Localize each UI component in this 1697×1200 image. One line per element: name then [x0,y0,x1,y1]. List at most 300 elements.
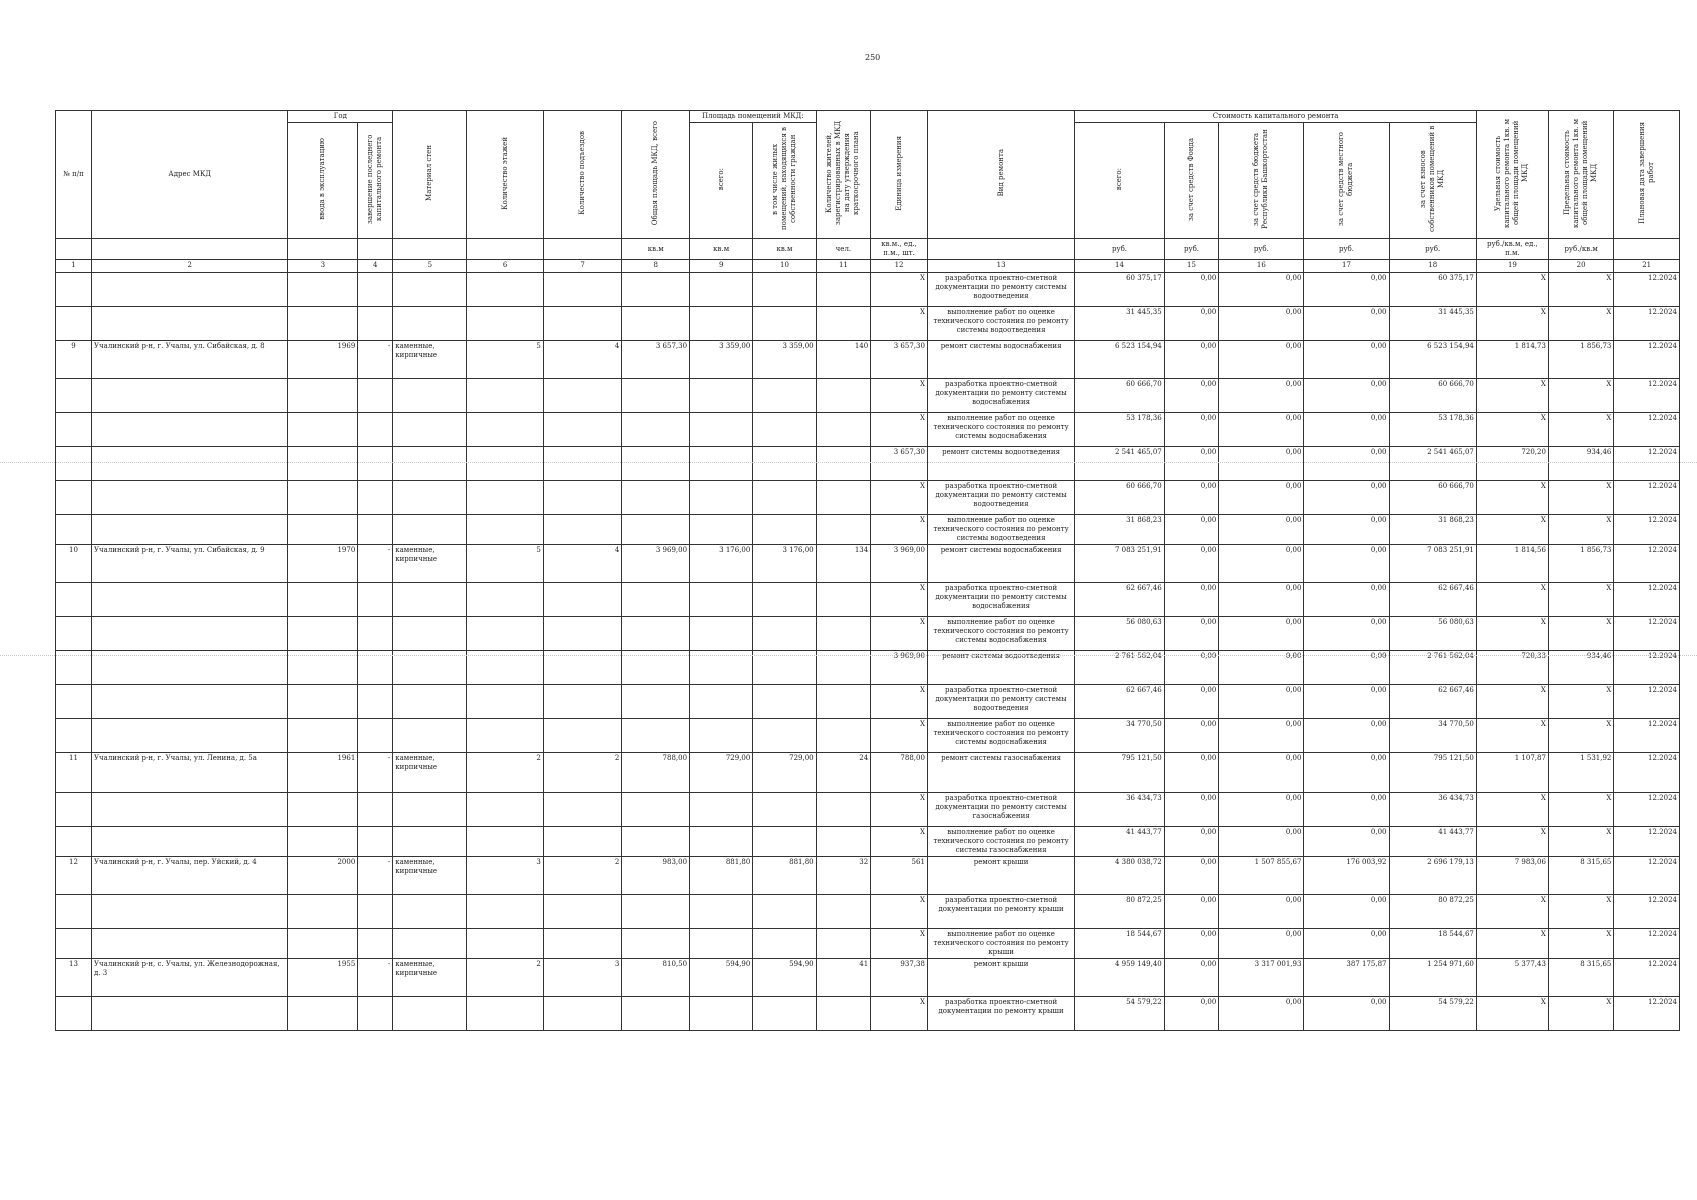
planned-date-cell: 12.2024 [1614,583,1680,617]
year-built-cell [288,895,358,929]
max-cost-cell: 1 856,73 [1548,341,1613,379]
table-row [56,341,1680,379]
table-row [56,857,1680,895]
address-cell [92,895,288,929]
repair-type-cell: ремонт системы водоснабжения [927,545,1074,583]
material-cell [393,617,467,651]
fund-cell: 0,00 [1164,379,1219,413]
year-repair-cell: - [358,753,393,793]
premises-contrib-cell [753,515,816,545]
republic-budget-cell: 0,00 [1219,447,1304,481]
material-cell: каменные, кирпичные [393,545,467,583]
owners-cell: 1 254 971,60 [1389,959,1476,997]
max-cost-cell: X [1548,515,1613,545]
unit-republic-budget: руб. [1219,239,1304,260]
column-number: 17 [1304,260,1389,273]
premises-contrib-cell: 3 176,00 [753,545,816,583]
floors-cell: 3 [467,857,543,895]
premises-contrib-cell [753,895,816,929]
material-cell [393,583,467,617]
owners-cell: 7 083 251,91 [1389,545,1476,583]
entrances-cell [543,515,622,545]
year-repair-cell [358,481,393,515]
entrances-cell [543,447,622,481]
cost-total-cell: 4 959 149,40 [1075,959,1164,997]
material-cell [393,719,467,753]
republic-budget-cell: 0,00 [1219,515,1304,545]
header-premises-contrib: в том числе жилых помещений, находящихся в собственности граждан [753,123,816,239]
year-built-cell [288,273,358,307]
row-num [56,447,92,481]
local-budget-cell: 0,00 [1304,929,1389,959]
row-num [56,895,92,929]
year-repair-cell [358,685,393,719]
row-num [56,273,92,307]
max-cost-cell: X [1548,895,1613,929]
column-number: 14 [1075,260,1164,273]
address-cell [92,413,288,447]
unit-premises-contrib: кв.м [753,239,816,260]
floors-cell [467,379,543,413]
fund-cell: 0,00 [1164,895,1219,929]
owners-cell: 2 696 179,13 [1389,857,1476,895]
total-area-cell [622,827,690,857]
column-number: 19 [1476,260,1548,273]
owners-cell: 18 544,67 [1389,929,1476,959]
unit-cost-cell: X [1476,307,1548,341]
premises-contrib-cell [753,583,816,617]
year-built-cell: 2000 [288,857,358,895]
republic-budget-cell: 0,00 [1219,307,1304,341]
fund-cell: 0,00 [1164,929,1219,959]
floors-cell [467,827,543,857]
row-num [56,307,92,341]
fund-cell: 0,00 [1164,307,1219,341]
republic-budget-cell: 0,00 [1219,583,1304,617]
unit-cell: X [871,827,928,857]
cost-total-cell: 62 667,46 [1075,583,1164,617]
unit-cell: X [871,719,928,753]
header-total-area: Общая площадь МКД, всего [622,111,690,239]
material-cell: каменные, кирпичные [393,753,467,793]
address-cell [92,307,288,341]
max-cost-cell: 1 531,92 [1548,753,1613,793]
residents-cell [816,895,871,929]
unit-cost-cell: X [1476,719,1548,753]
premises-contrib-cell [753,273,816,307]
unit-cell: X [871,515,928,545]
material-cell [393,929,467,959]
entrances-cell [543,827,622,857]
total-area-cell [622,413,690,447]
max-cost-cell: X [1548,827,1613,857]
material-cell [393,481,467,515]
year-built-cell [288,307,358,341]
residents-cell: 134 [816,545,871,583]
planned-date-cell: 12.2024 [1614,857,1680,895]
unit-cost-cell: X [1476,617,1548,651]
premises-total-cell [690,447,753,481]
column-number: 8 [622,260,690,273]
year-built-cell [288,929,358,959]
premises-contrib-cell: 594,90 [753,959,816,997]
owners-cell: 41 443,77 [1389,827,1476,857]
unit-cell: 3 657,30 [871,447,928,481]
floors-cell [467,583,543,617]
entrances-cell [543,413,622,447]
table-row [56,307,1680,341]
max-cost-cell: 934,46 [1548,447,1613,481]
unit-cost-cell: 1 814,56 [1476,545,1548,583]
repair-type-cell: выполнение работ по оценке технического состояния по ремонту системы водоотведения [927,307,1074,341]
total-area-cell: 3 657,30 [622,341,690,379]
repair-type-cell: разработка проектно-сметной документации по ремонту системы водоотведения [927,481,1074,515]
header-year-last-repair: завершение последнего капитального ремонта [358,123,393,239]
floors-cell [467,447,543,481]
republic-budget-cell: 0,00 [1219,651,1304,685]
premises-contrib-cell [753,793,816,827]
header-num: № п/п [56,111,92,239]
premises-contrib-cell [753,617,816,651]
year-repair-cell: - [358,341,393,379]
owners-cell: 80 872,25 [1389,895,1476,929]
residents-cell [816,719,871,753]
total-area-cell [622,793,690,827]
unit-cost-cell: 7 983,06 [1476,857,1548,895]
material-cell [393,379,467,413]
cost-total-cell: 795 121,50 [1075,753,1164,793]
row-num [56,379,92,413]
max-cost-cell: X [1548,307,1613,341]
material-cell: каменные, кирпичные [393,857,467,895]
republic-budget-cell: 0,00 [1219,719,1304,753]
row-num: 13 [56,959,92,997]
fund-cell: 0,00 [1164,827,1219,857]
local-budget-cell: 0,00 [1304,307,1389,341]
header-cost-group: Стоимость капитального ремонта [1075,111,1477,123]
header-wall-material: Материал стен [393,111,467,239]
table-row [56,719,1680,753]
table-row [56,997,1680,1031]
page-number: 250 [865,53,881,62]
unit-cost-cell: X [1476,895,1548,929]
local-budget-cell: 0,00 [1304,651,1389,685]
cost-total-cell: 41 443,77 [1075,827,1164,857]
floors-cell [467,273,543,307]
owners-cell: 2 541 465,07 [1389,447,1476,481]
address-cell [92,515,288,545]
year-built-cell: 1969 [288,341,358,379]
max-cost-cell: X [1548,685,1613,719]
cost-total-cell: 60 666,70 [1075,379,1164,413]
column-number: 10 [753,260,816,273]
unit-cell: X [871,929,928,959]
local-budget-cell: 0,00 [1304,583,1389,617]
material-cell [393,793,467,827]
max-cost-cell: X [1548,997,1613,1031]
premises-total-cell: 729,00 [690,753,753,793]
header-fund: за счет средств Фонда [1164,123,1219,239]
address-cell: Учалинский р-н, г. Учалы, ул. Ленина, д. 5а [92,753,288,793]
residents-cell [816,617,871,651]
republic-budget-cell: 0,00 [1219,827,1304,857]
unit-residents: чел. [816,239,871,260]
year-built-cell [288,827,358,857]
planned-date-cell: 12.2024 [1614,341,1680,379]
entrances-cell: 2 [543,753,622,793]
cost-total-cell: 80 872,25 [1075,895,1164,929]
entrances-cell [543,929,622,959]
local-budget-cell: 0,00 [1304,827,1389,857]
premises-total-cell [690,895,753,929]
year-built-cell: 1955 [288,959,358,997]
residents-cell [816,515,871,545]
unit-premises-total: кв.м [690,239,753,260]
entrances-cell [543,895,622,929]
premises-contrib-cell [753,481,816,515]
max-cost-cell: X [1548,273,1613,307]
total-area-cell: 3 969,00 [622,545,690,583]
column-number: 1 [56,260,92,273]
republic-budget-cell: 1 507 855,67 [1219,857,1304,895]
owners-cell: 60 375,17 [1389,273,1476,307]
entrances-cell: 2 [543,857,622,895]
max-cost-cell: X [1548,379,1613,413]
premises-total-cell [690,583,753,617]
owners-cell: 53 178,36 [1389,413,1476,447]
header-unit: Единица измерения [871,111,928,239]
fund-cell: 0,00 [1164,341,1219,379]
residents-cell: 24 [816,753,871,793]
total-area-cell [622,895,690,929]
republic-budget-cell: 0,00 [1219,997,1304,1031]
premises-contrib-cell [753,997,816,1031]
year-repair-cell [358,379,393,413]
column-number: 21 [1614,260,1680,273]
header-address: Адрес МКД [92,111,288,239]
owners-cell: 36 434,73 [1389,793,1476,827]
cost-total-cell: 31 868,23 [1075,515,1164,545]
planned-date-cell: 12.2024 [1614,481,1680,515]
total-area-cell [622,447,690,481]
year-built-cell [288,793,358,827]
scan-line [0,655,1697,656]
address-cell [92,379,288,413]
residents-cell: 140 [816,341,871,379]
floors-cell [467,307,543,341]
total-area-cell [622,685,690,719]
material-cell [393,447,467,481]
local-budget-cell: 0,00 [1304,719,1389,753]
row-num [56,583,92,617]
unit-cost-cell: X [1476,481,1548,515]
republic-budget-cell: 0,00 [1219,379,1304,413]
owners-cell: 31 445,35 [1389,307,1476,341]
cost-total-cell: 4 380 038,72 [1075,857,1164,895]
entrances-cell [543,719,622,753]
repair-type-cell: выполнение работ по оценке технического состояния по ремонту крыши [927,929,1074,959]
unit-cell: X [871,379,928,413]
owners-cell: 2 761 562,04 [1389,651,1476,685]
material-cell [393,997,467,1031]
total-area-cell [622,997,690,1031]
cost-total-cell: 56 080,63 [1075,617,1164,651]
planned-date-cell: 12.2024 [1614,307,1680,341]
unit-cell: 3 969,00 [871,545,928,583]
planned-date-cell: 12.2024 [1614,895,1680,929]
entrances-cell [543,685,622,719]
floors-cell [467,617,543,651]
cost-total-cell: 54 579,22 [1075,997,1164,1031]
total-area-cell [622,379,690,413]
floors-cell [467,685,543,719]
fund-cell: 0,00 [1164,651,1219,685]
max-cost-cell: X [1548,481,1613,515]
repair-type-cell: разработка проектно-сметной документации по ремонту крыши [927,997,1074,1031]
unit-cost-total: руб. [1075,239,1164,260]
max-cost-cell: X [1548,413,1613,447]
cost-total-cell: 34 770,50 [1075,719,1164,753]
unit-cell: 561 [871,857,928,895]
repair-type-cell: разработка проектно-сметной документации по ремонту крыши [927,895,1074,929]
residents-cell [816,379,871,413]
year-repair-cell [358,895,393,929]
address-cell: Учалинский р-н, с. Учалы, ул. Железнодорожная, д. 3 [92,959,288,997]
local-budget-cell: 0,00 [1304,997,1389,1031]
cost-total-cell: 7 083 251,91 [1075,545,1164,583]
unit-cost-cell: X [1476,997,1548,1031]
total-area-cell [622,307,690,341]
repair-type-cell: выполнение работ по оценке технического состояния по ремонту системы водоснабжения [927,413,1074,447]
table-row [56,929,1680,959]
repair-type-cell: разработка проектно-сметной документации по ремонту системы водоснабжения [927,379,1074,413]
material-cell [393,515,467,545]
local-budget-cell: 0,00 [1304,617,1389,651]
republic-budget-cell: 0,00 [1219,273,1304,307]
republic-budget-cell: 0,00 [1219,341,1304,379]
floors-cell: 2 [467,753,543,793]
residents-cell [816,827,871,857]
residents-cell [816,413,871,447]
row-num: 12 [56,857,92,895]
material-cell [393,413,467,447]
fund-cell: 0,00 [1164,793,1219,827]
year-repair-cell [358,583,393,617]
entrances-cell [543,379,622,413]
row-num [56,481,92,515]
unit-cell: X [871,481,928,515]
premises-total-cell [690,719,753,753]
repair-type-cell: ремонт системы водоотведения [927,651,1074,685]
local-budget-cell: 0,00 [1304,447,1389,481]
fund-cell: 0,00 [1164,857,1219,895]
cost-total-cell: 2 541 465,07 [1075,447,1164,481]
max-cost-cell: 1 856,73 [1548,545,1613,583]
republic-budget-cell: 0,00 [1219,793,1304,827]
residents-cell [816,273,871,307]
local-budget-cell: 387 175,87 [1304,959,1389,997]
header-local-budget: за счет средств местного бюджета [1304,123,1389,239]
entrances-cell [543,307,622,341]
premises-total-cell [690,515,753,545]
row-num [56,719,92,753]
entrances-cell: 4 [543,341,622,379]
floors-cell [467,481,543,515]
total-area-cell [622,583,690,617]
planned-date-cell: 12.2024 [1614,997,1680,1031]
year-built-cell [288,413,358,447]
premises-contrib-cell [753,685,816,719]
planned-date-cell: 12.2024 [1614,515,1680,545]
fund-cell: 0,00 [1164,481,1219,515]
unit-cell: 937,38 [871,959,928,997]
year-built-cell [288,447,358,481]
table-row [56,617,1680,651]
year-repair-cell [358,719,393,753]
column-number: 4 [358,260,393,273]
unit-cost-cell: 1 107,87 [1476,753,1548,793]
table-row [56,753,1680,793]
owners-cell: 60 666,70 [1389,481,1476,515]
local-budget-cell: 0,00 [1304,515,1389,545]
address-cell [92,793,288,827]
fund-cell: 0,00 [1164,685,1219,719]
premises-total-cell: 881,80 [690,857,753,895]
local-budget-cell: 0,00 [1304,895,1389,929]
year-built-cell [288,997,358,1031]
owners-cell: 60 666,70 [1389,379,1476,413]
cost-total-cell: 31 445,35 [1075,307,1164,341]
column-number: 15 [1164,260,1219,273]
total-area-cell [622,273,690,307]
repair-type-cell: ремонт системы водоотведения [927,447,1074,481]
row-num: 10 [56,545,92,583]
row-num [56,617,92,651]
total-area-cell [622,481,690,515]
premises-contrib-cell: 881,80 [753,857,816,895]
table-row [56,515,1680,545]
total-area-cell: 788,00 [622,753,690,793]
unit-cell: 3 657,30 [871,341,928,379]
column-number: 20 [1548,260,1613,273]
entrances-cell [543,273,622,307]
unit-cell: 3 969,00 [871,651,928,685]
premises-total-cell [690,617,753,651]
row-num: 9 [56,341,92,379]
unit-cell: X [871,583,928,617]
row-num [56,997,92,1031]
republic-budget-cell: 3 317 001,93 [1219,959,1304,997]
unit-cost-cell: X [1476,685,1548,719]
owners-cell: 56 080,63 [1389,617,1476,651]
address-cell [92,685,288,719]
cost-total-cell: 60 666,70 [1075,481,1164,515]
column-number: 5 [393,260,467,273]
year-repair-cell [358,447,393,481]
unit-cell: X [871,895,928,929]
premises-contrib-cell: 729,00 [753,753,816,793]
entrances-cell: 4 [543,545,622,583]
unit-total-area: кв.м [622,239,690,260]
header-unit-cost: Удельная стоимость капитального ремонта 1кв. м общей площади помещений МКД [1476,111,1548,239]
premises-total-cell [690,997,753,1031]
unit-unit-cost: руб./кв.м, ед., п.м. [1476,239,1548,260]
premises-contrib-cell [753,447,816,481]
repair-type-cell: разработка проектно-сметной документации по ремонту системы газоснабжения [927,793,1074,827]
material-cell [393,307,467,341]
header-planned-date: Плановая дата завершения работ [1614,111,1680,239]
floors-cell [467,895,543,929]
